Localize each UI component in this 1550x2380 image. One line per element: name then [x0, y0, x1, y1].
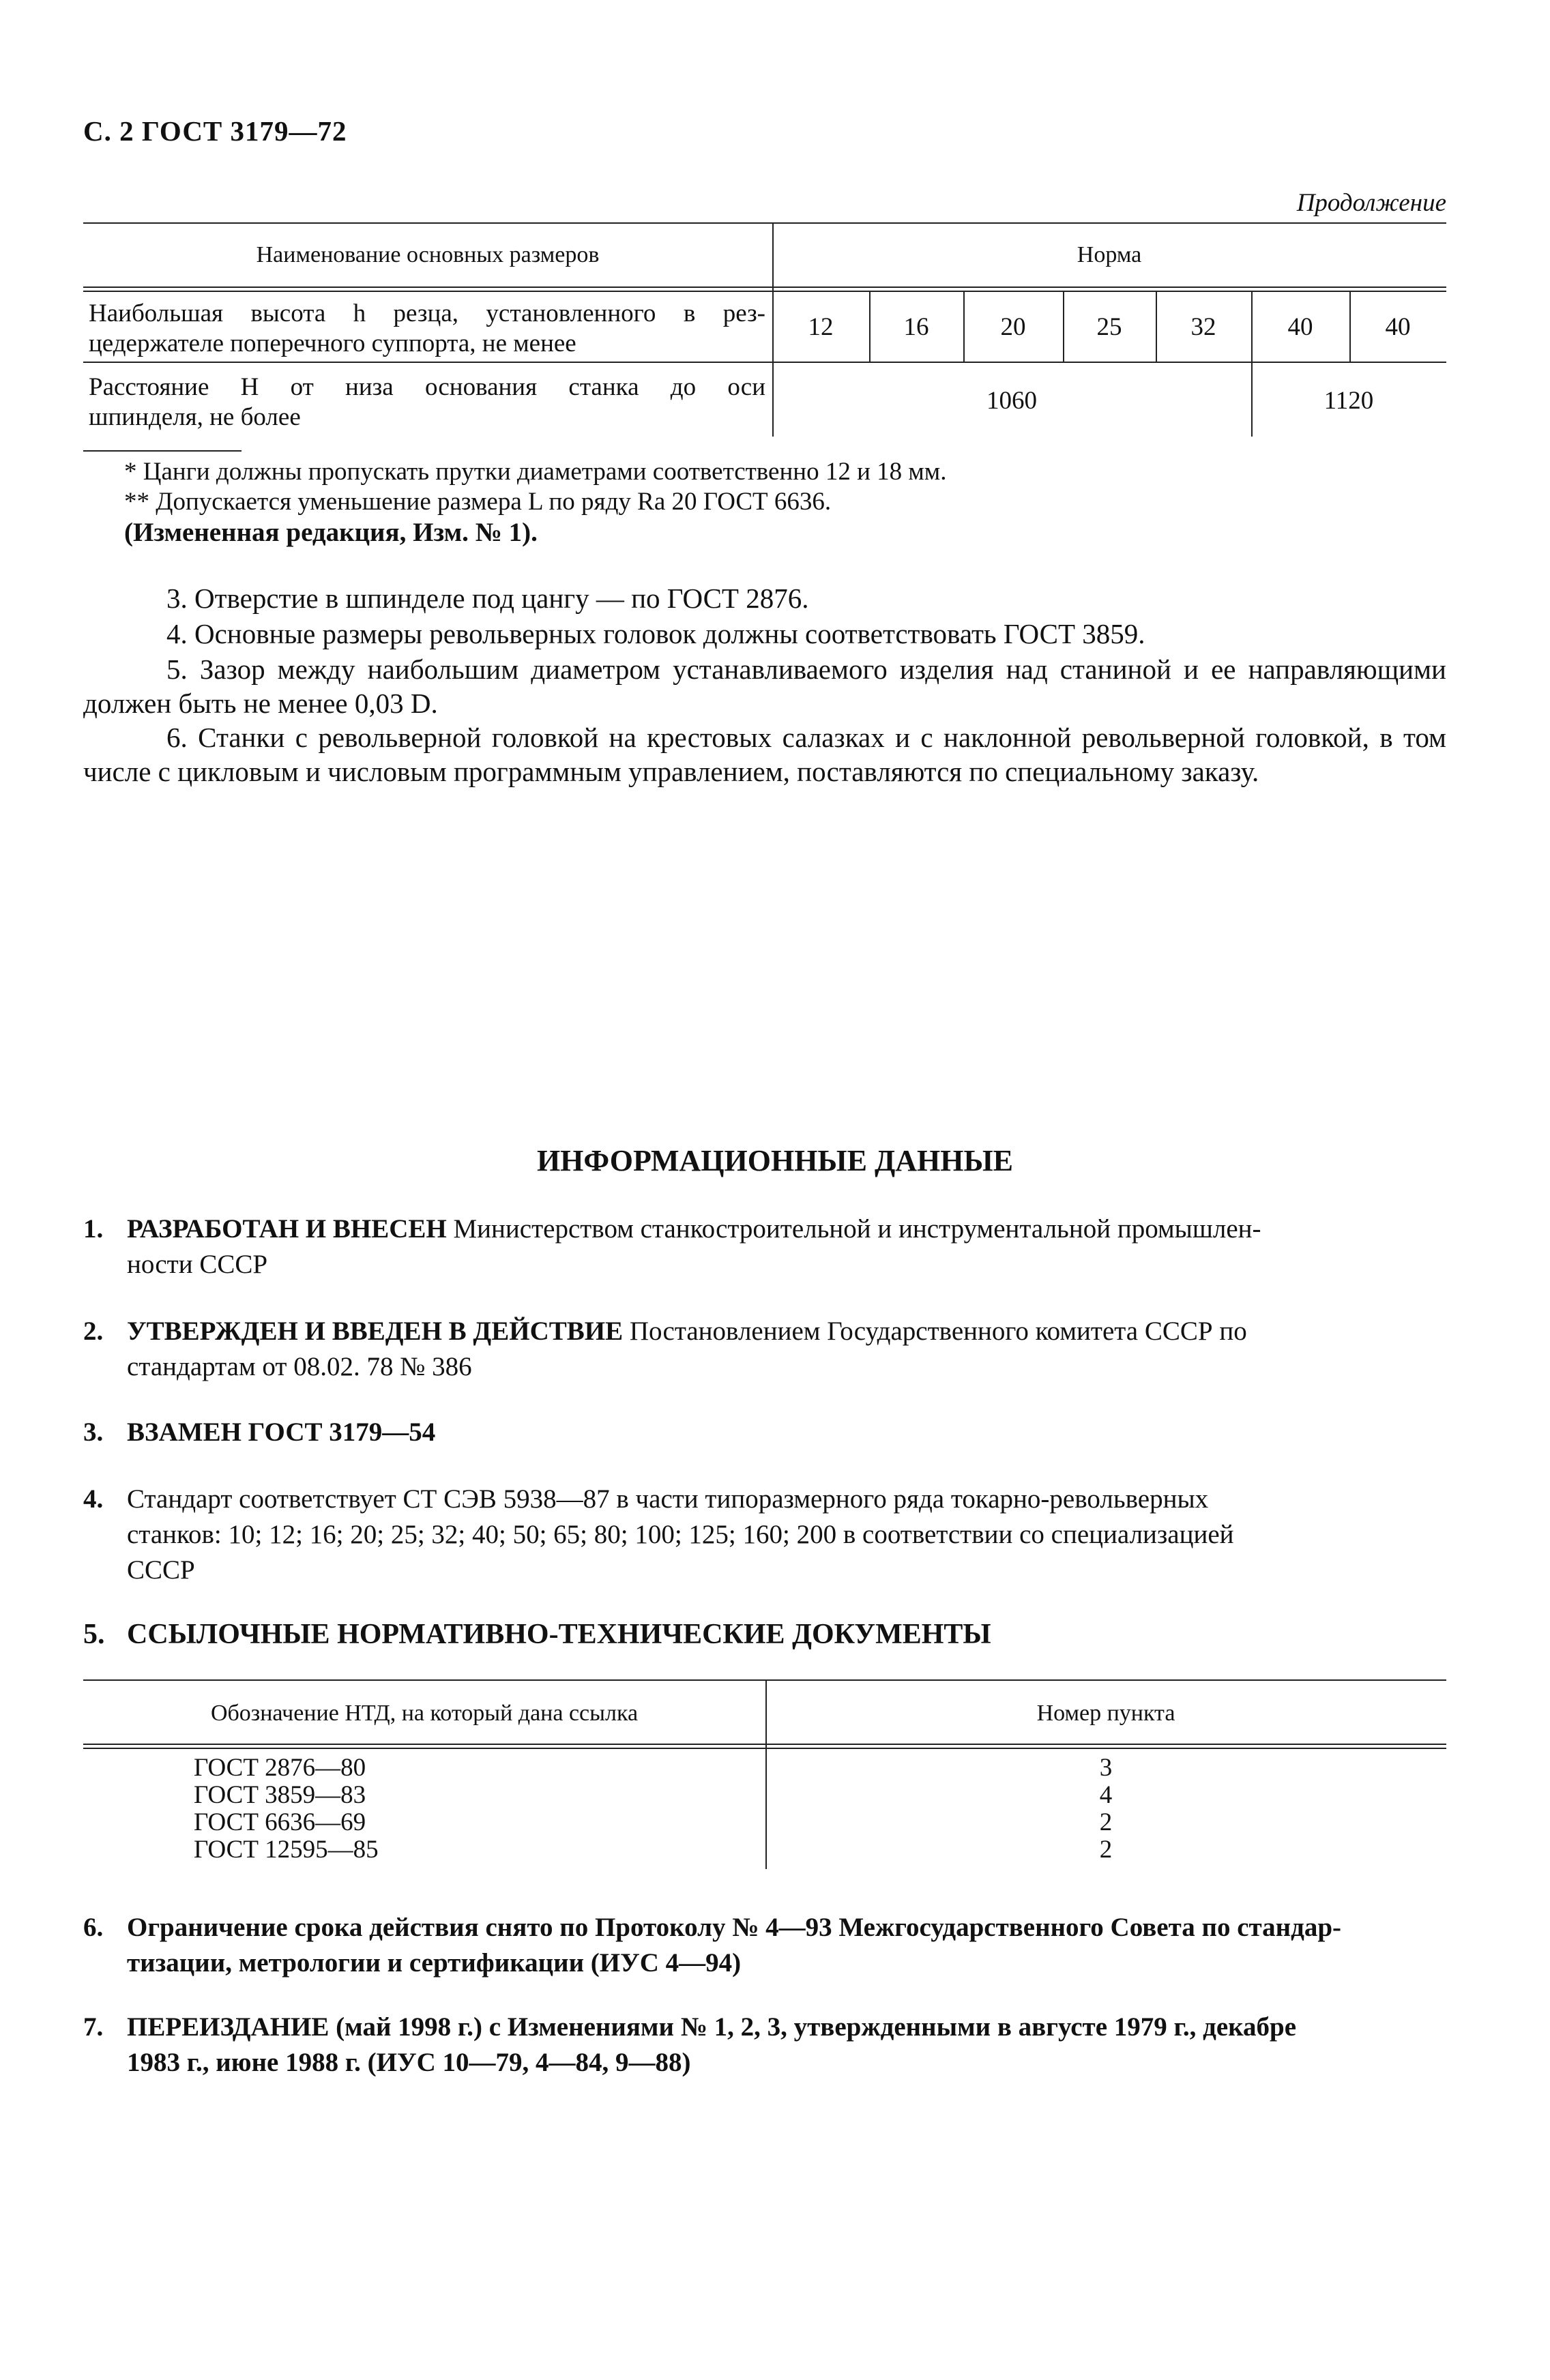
table-row: ГОСТ 12595—85 — [194, 1836, 379, 1864]
value-cell: 16 — [903, 313, 929, 341]
continuation-label: Продолжение — [1296, 189, 1446, 217]
table-row: ГОСТ 3859—83 — [194, 1781, 366, 1809]
value-cell: 1120 — [1324, 387, 1374, 415]
size-table — [83, 222, 1446, 437]
clause-5: 5. Зазор между наибольшим диаметром устанавливаемого изделия над станиной и ее направляющими должен быть не менее 0,03 D. — [83, 653, 1446, 719]
col-header-name: Наименование основных размеров — [256, 242, 600, 267]
edit-note: (Измененная редакция, Изм. № 1). — [124, 518, 538, 547]
row-spindle-distance-label: Расстояние H от низа основания станка до оси шпинделя, не более — [89, 373, 765, 431]
info-item-3: 3. ВЗАМЕН ГОСТ 3179—54 — [83, 1417, 436, 1447]
value-cell: 40 — [1287, 313, 1313, 341]
table-row: ГОСТ 2876—80 — [194, 1754, 366, 1782]
clause-4: 4. Основные размеры револьверных головок должны соответствовать ГОСТ 3859. — [166, 618, 1145, 649]
table-row: 2 — [1099, 1836, 1113, 1864]
value-cell: 40 — [1385, 313, 1411, 341]
value-cell: 12 — [808, 313, 834, 341]
col-header-doc: Обозначение НТД, на который дана ссылка — [210, 1701, 639, 1726]
value-cell: 1060 — [986, 387, 1037, 415]
clause-list — [765, 1754, 1446, 1864]
reference-table — [83, 1679, 1446, 1869]
clause-6: 6. Станки с револьверной головкой на крестовых салазках и с наклонной револьверной головкой, в том числе с цикловым и числовым программным управлением, поставляются по специальному заказу. — [83, 722, 1446, 787]
page-header: С. 2 ГОСТ 3179—72 — [83, 115, 347, 147]
info-item-6: 6. Ограничение срока действия снято по Протоколу № 4—93 Межгосударственного Совета по стандар- тизации, метрологии и сертификации (ИУС 4—94) — [83, 1913, 1342, 1978]
table-row: 4 — [1099, 1781, 1113, 1809]
info-item-5: 5. ССЫЛОЧНЫЕ НОРМАТИВНО-ТЕХНИЧЕСКИЕ ДОКУМЕНТЫ — [83, 1619, 991, 1650]
info-item-4: 4. Стандарт соответствует СТ СЭВ 5938—87 в части типоразмерного ряда токарно-револьверных станков: 10; 12; 16; 20; 25; 32; 40; 50; 65; 80; 100; 125; 160; 200 в соответствии со специализацией СССР — [83, 1484, 1234, 1585]
footnote-divider — [83, 450, 242, 452]
footnote-1: * Цанги должны пропускать прутки диаметрами соответственно 12 и 18 мм. — [124, 458, 947, 486]
table-row: 2 — [1099, 1808, 1113, 1836]
table-row: 3 — [1099, 1754, 1113, 1782]
col-header-clause: Номер пункта — [1036, 1701, 1175, 1726]
footnote-2: ** Допускается уменьшение размера L по ряду Ra 20 ГОСТ 6636. — [124, 488, 832, 516]
col-header-norm: Норма — [1077, 242, 1142, 267]
info-item-7: 7. ПЕРЕИЗДАНИЕ (май 1998 г.) с Изменениями № 1, 2, 3, утвержденными в августе 1979 г., декабре 1983 г., июне 1988 г. (ИУС 10—79, 4—84, 9—88) — [83, 2012, 1297, 2077]
doc-list — [194, 1754, 753, 1864]
value-cell: 25 — [1096, 313, 1122, 341]
row-cutter-height-label: Наибольшая высота h резца, установленного в рез- цедержателе поперечного суппорта, не менее — [89, 299, 765, 357]
clause-3: 3. Отверстие в шпинделе под цангу — по ГОСТ 2876. — [166, 583, 809, 614]
value-cell: 32 — [1190, 313, 1216, 341]
info-item-2: 2. УТВЕРЖДЕН И ВВЕДЕН В ДЕЙСТВИЕ Постановлением Государственного комитета СССР по стандартам от 08.02. 78 № 386 — [83, 1317, 1247, 1381]
value-cell: 20 — [1000, 313, 1026, 341]
table-row: ГОСТ 6636—69 — [194, 1808, 366, 1836]
info-section-title: ИНФОРМАЦИОННЫЕ ДАННЫЕ — [536, 1144, 1014, 1177]
info-item-1: 1. РАЗРАБОТАН И ВНЕСЕН Министерством станкостроительной и инструментальной промышлен- ности СССР — [83, 1214, 1261, 1279]
